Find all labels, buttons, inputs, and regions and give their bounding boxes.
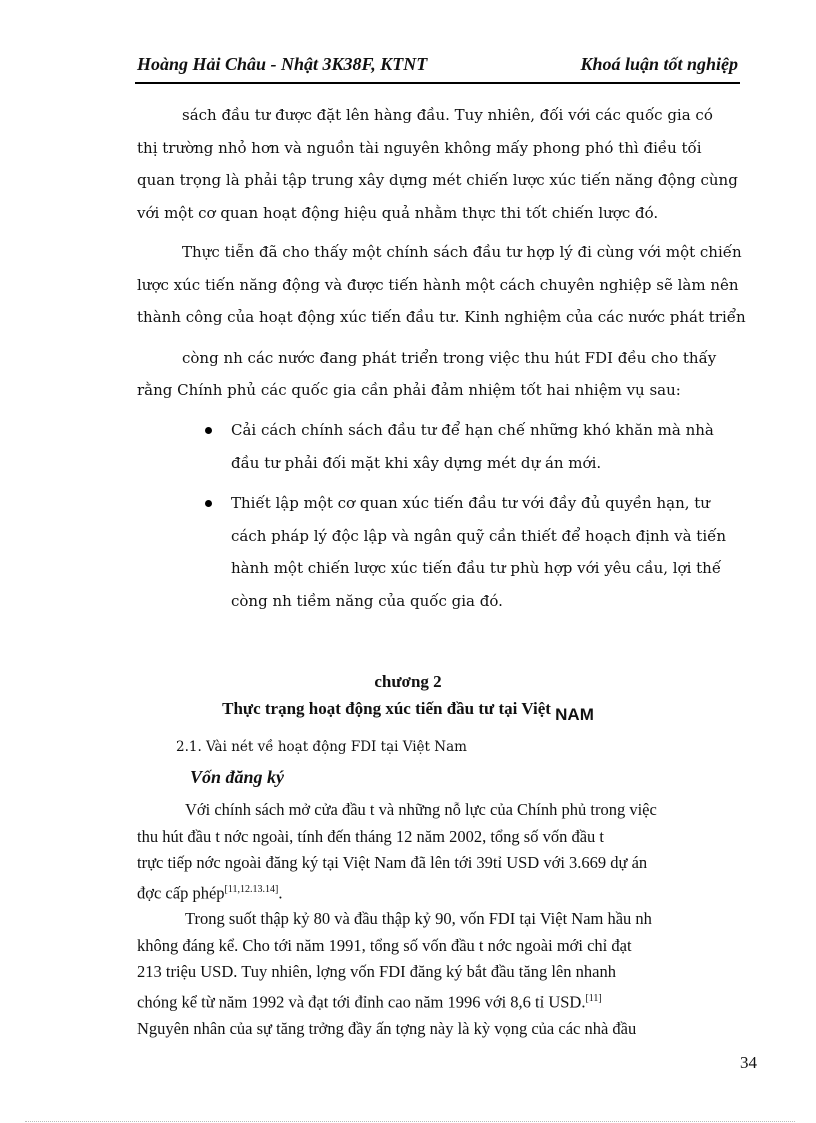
chapter-title-end: NAM — [555, 705, 594, 724]
text-line: Trong suốt thập kỷ 80 và đầu thập kỷ 90, vốn FDI tại Việt Nam hầu nh — [185, 909, 652, 928]
page-number: 34 — [740, 1053, 757, 1072]
paragraph-2 — [137, 236, 746, 407]
text-line: với một cơ quan hoạt động hiệu quả nhằm thực thi tốt chiến lược đó. — [137, 203, 659, 222]
text-line: 213 triệu USD. Tuy nhiên, lợng vốn FDI đăng ký bắt đầu tăng lên nhanh — [137, 962, 616, 981]
text-line: rằng Chính phủ các quốc gia cần phải đảm nhiệm tốt hai nhiệm vụ sau: — [137, 381, 681, 399]
bullet-list — [205, 414, 745, 625]
text-line — [137, 986, 743, 1016]
text-line: Thực tiễn đã cho thấy một chính sách đầu tư hợp lý đi cùng với một chiến — [182, 243, 742, 261]
text-fragment: chóng kể từ năm 1992 và đạt tới đỉnh cao năm 1996 với 8,6 tỉ USD. — [137, 992, 586, 1011]
paragraph-4 — [137, 906, 743, 1042]
subsection-heading: Vốn đăng ký — [190, 767, 285, 787]
list-item — [205, 414, 745, 479]
text-line: thị trường nhỏ hơn và nguồn tài nguyên không mấy phong phó thì điều tối — [137, 138, 702, 157]
citation-ref: [11] — [585, 992, 602, 1004]
header-left: Hoàng Hải Châu - Nhật 3K38F, KTNT — [137, 54, 428, 74]
text-line: đợc cấp phép[11,12.13.14]. — [137, 883, 283, 902]
text-line: sách đầu tư được đặt lên hàng đầu. Tuy nhiên, đối với các quốc gia có — [182, 106, 713, 124]
list-item-text: Cải cách chính sách đầu tư để hạn chế những khó khăn mà nhà đầu tư phải đối mặt khi xây dựng mét dự án mới. — [231, 421, 714, 472]
text-line: thu hút đầu t nớc ngoài, tính đến tháng 12 năm 2002, tổng số vốn đầu t — [137, 826, 605, 846]
chapter-title — [0, 699, 816, 724]
text-line: còng nh các nước đang phát triển trong việc thu hút FDI đều cho thấy — [182, 348, 717, 367]
bullet-icon — [205, 500, 212, 507]
text-line: quan trọng là phải tập trung xây dựng mét chiến lược xúc tiến năng động cùng — [137, 171, 738, 189]
text-fragment: đợc cấp phép — [137, 883, 225, 902]
section-heading: 2.1. Vài nét về hoạt động FDI tại Việt Nam — [176, 739, 467, 755]
text-line: thành công của hoạt động xúc tiến đầu tư. Kinh nghiệm của các nước phát triển — [137, 308, 746, 326]
list-item — [205, 487, 745, 617]
paragraph-1 — [137, 99, 741, 229]
chapter-title-text: Thực trạng hoạt động xúc tiến đầu tư tại Việt — [222, 699, 551, 718]
text-line: Nguyên nhân của sự tăng trởng đầy ấn tợng này là kỳ vọng của các nhà đầu — [137, 1018, 637, 1038]
page-bottom-rule — [25, 1121, 795, 1122]
text-line: trực tiếp nớc ngoài đăng ký tại Việt Nam đã lên tới 39tỉ USD với 3.669 dự án — [137, 853, 648, 872]
citation-ref: [11,12.13.14] — [224, 883, 279, 895]
text-line: lược xúc tiến năng động và được tiến hành một cách chuyên nghiệp sẽ làm nên — [137, 275, 739, 294]
chapter-number: chương 2 — [374, 672, 442, 691]
text-line: Với chính sách mở cửa đầu t và những nỗ lực của Chính phủ trong việc — [185, 800, 657, 819]
bullet-icon — [205, 427, 212, 434]
list-item-text: Thiết lập một cơ quan xúc tiến đầu tư với đầy đủ quyền hạn, tư cách pháp lý độc lập và ngân quỹ cần thiết để hoạch định và tiến hành một chiến lược xúc tiến đầu tư phù hợp với yêu cầu, lợi thế còng nh tiềm năng của quốc gia đó. — [231, 494, 727, 610]
header-rule — [135, 82, 740, 84]
paragraph-3 — [137, 797, 743, 907]
text-line: không đáng kể. Cho tới năm 1991, tổng số vốn đầu t nớc ngoài mới chỉ đạt — [137, 935, 632, 955]
header-right: Khoá luận tốt nghiệp — [580, 54, 738, 74]
